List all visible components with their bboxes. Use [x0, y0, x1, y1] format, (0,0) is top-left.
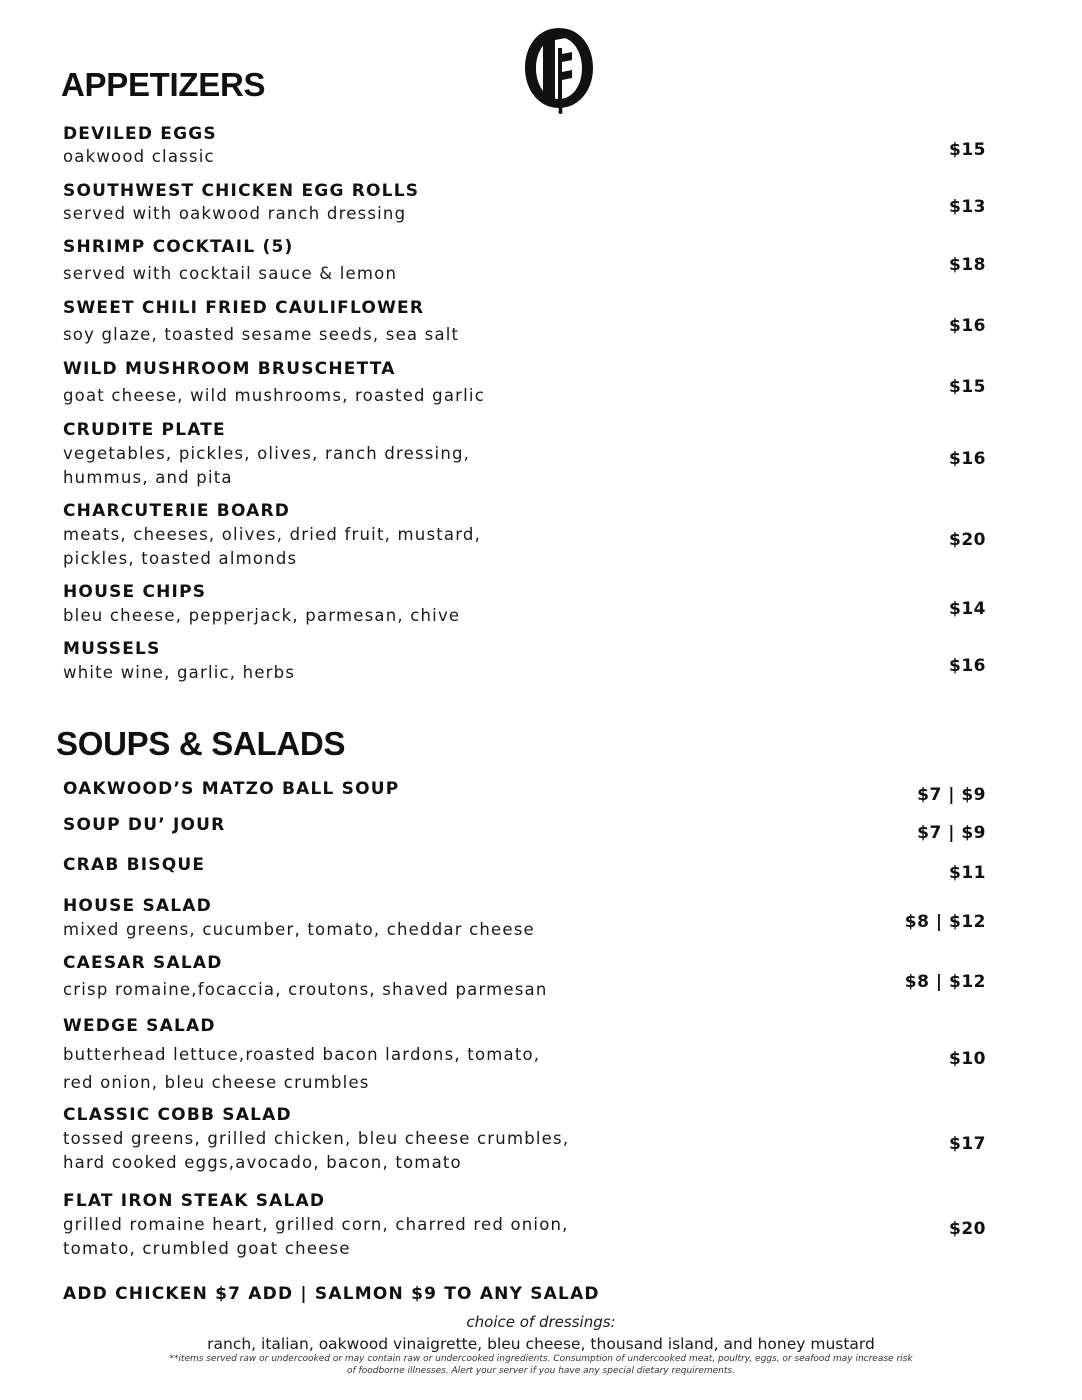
item-name: CAESAR SALAD	[63, 953, 223, 973]
item-name: CRUDITE PLATE	[63, 420, 226, 440]
disclaimer-line-2: of foodborne illnesses. Alert your server if you have any special dietary requirements.	[347, 1366, 735, 1376]
item-name: SOUP DU’ JOUR	[63, 815, 226, 835]
item-description: soy glaze, toasted sesame seeds, sea salt	[63, 325, 460, 344]
item-name: CRAB BISQUE	[63, 855, 206, 875]
item-price: $7 | $9	[917, 785, 986, 805]
item-description: tossed greens, grilled chicken, bleu cheese crumbles, hard cooked eggs,avocado, bacon, tomato	[63, 1129, 570, 1172]
item-name: SOUTHWEST CHICKEN EGG ROLLS	[63, 181, 420, 201]
item-description: goat cheese, wild mushrooms, roasted garlic	[63, 386, 485, 405]
item-description: served with cocktail sauce & lemon	[63, 264, 398, 283]
soups-salads-heading: SOUPS & SALADS	[56, 725, 346, 762]
item-price: $16	[949, 449, 986, 469]
item-price: $15	[949, 377, 986, 397]
item-price: $13	[949, 197, 986, 217]
item-name: WEDGE SALAD	[63, 1016, 216, 1036]
item-description: meats, cheeses, olives, dried fruit, mustard, pickles, toasted almonds	[63, 525, 482, 568]
item-price: $14	[949, 599, 986, 619]
item-name: SWEET CHILI FRIED CAULIFLOWER	[63, 298, 425, 318]
item-name: DEVILED EGGS	[63, 124, 217, 144]
item-description: bleu cheese, pepperjack, parmesan, chive	[63, 606, 461, 625]
item-description: white wine, garlic, herbs	[63, 663, 296, 682]
item-name: SHRIMP COCKTAIL (5)	[63, 237, 294, 257]
item-name: OAKWOOD’S MATZO BALL SOUP	[63, 779, 400, 799]
item-description: mixed greens, cucumber, tomato, cheddar cheese	[63, 920, 535, 939]
item-price: $8 | $12	[904, 912, 986, 932]
item-name: HOUSE CHIPS	[63, 582, 207, 602]
item-price: $16	[949, 656, 986, 676]
item-price: $17	[949, 1134, 986, 1154]
item-price: $18	[949, 255, 986, 275]
item-price: $8 | $12	[904, 972, 986, 992]
item-price: $20	[949, 1219, 986, 1239]
item-name: FLAT IRON STEAK SALAD	[63, 1191, 326, 1211]
item-description: oakwood classic	[63, 147, 215, 166]
item-price: $7 | $9	[917, 823, 986, 843]
item-price: $20	[949, 530, 986, 550]
item-name: HOUSE SALAD	[63, 896, 212, 916]
item-description: butterhead lettuce,roasted bacon lardons, tomato, red onion, bleu cheese crumbles	[63, 1045, 541, 1092]
item-name: WILD MUSHROOM BRUSCHETTA	[63, 359, 396, 379]
item-name: MUSSELS	[63, 639, 161, 659]
salad-addon-note: ADD CHICKEN $7 ADD | SALMON $9 TO ANY SALAD	[63, 1284, 600, 1304]
item-description: vegetables, pickles, olives, ranch dressing, hummus, and pita	[63, 444, 471, 487]
item-name: CHARCUTERIE BOARD	[63, 501, 291, 521]
item-description: served with oakwood ranch dressing	[63, 204, 407, 223]
item-price: $15	[949, 140, 986, 160]
disclaimer-line-1: **items served raw or undercooked or may contain raw or undercooked ingredients. Consumption of undercooked meat, poultry, eggs, or seafood may increase risk	[169, 1354, 913, 1364]
item-description: grilled romaine heart, grilled corn, charred red onion, tomato, crumbled goat cheese	[63, 1215, 569, 1258]
item-price: $11	[949, 863, 986, 883]
item-price: $16	[949, 316, 986, 336]
item-name: CLASSIC COBB SALAD	[63, 1105, 292, 1125]
item-description: crisp romaine,focaccia, croutons, shaved parmesan	[63, 980, 548, 999]
dressings-list: ranch, italian, oakwood vinaigrette, bleu cheese, thousand island, and honey mustard	[207, 1335, 875, 1353]
dressings-heading: choice of dressings:	[466, 1313, 616, 1331]
appetizers-heading: APPETIZERS	[61, 66, 266, 103]
item-price: $10	[949, 1049, 986, 1069]
oakwood-logo-icon	[522, 24, 596, 114]
